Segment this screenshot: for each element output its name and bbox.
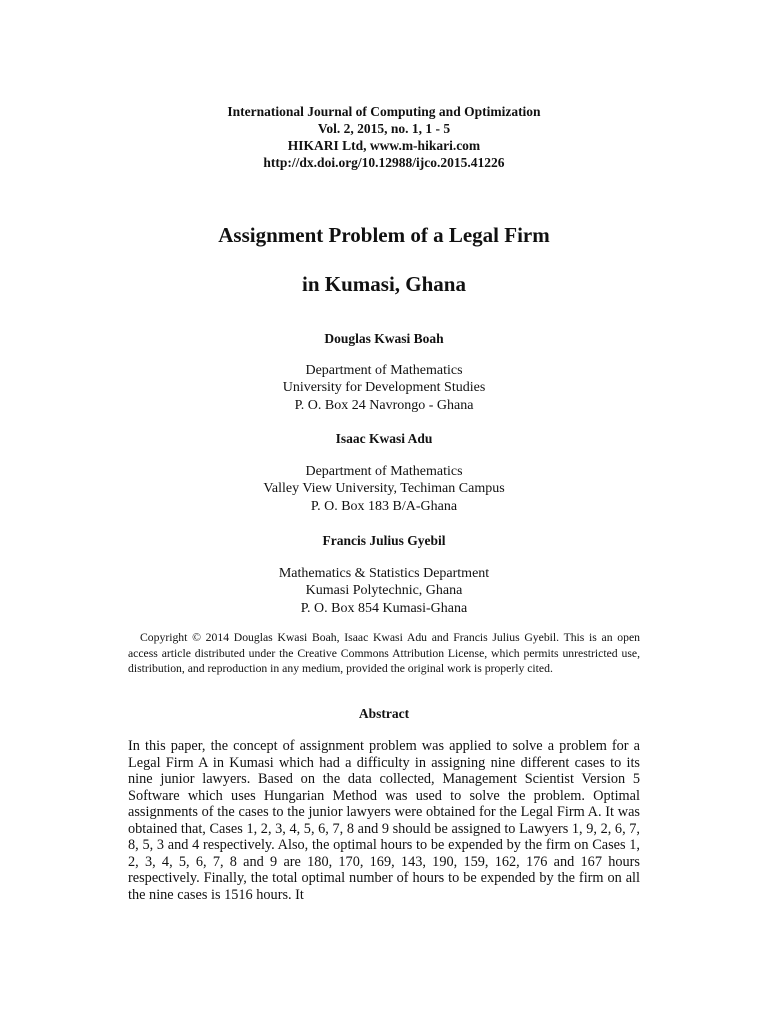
affiliation-line: Department of Mathematics [305, 363, 463, 378]
author-name: Francis Julius Gyebil [322, 533, 446, 548]
affiliation-line: Valley View University, Techiman Campus [263, 481, 505, 497]
author-name: Isaac Kwasi Adu [335, 431, 433, 446]
author-affiliation [0, 463, 768, 515]
abstract-text: In this paper, the concept of assignment problem was applied to solve a problem for a Legal Firm A in Kumasi which had a difficulty in assigning nine different cases to its nine junior lawyers. Based on the data collected, Management Scientist Version 5 Software which uses Hungarian Method was used to solve the problem. Optimal assignments of the cases to the junior lawyers were obtained for the Legal Firm A. It was obtained that, Cases 1, 2, 3, 4, 5, 6, 7, 8 and 9 should be assigned to Lawyers 1, 9, 2, 6, 7, 8, 5, 3 and 4 respectively. Also, the optimal hours to be expended by the firm on Cases 1, 2, 3, 4, 5, 6, 7, 8 and 9 are 180, 170, 169, 143, 190, 159, 162, 176 and 167 hours respectively. Finally, the total optimal number of hours to be expended by the firm on all the nine cases is 1516 hours. It [128, 738, 640, 903]
copyright-notice: Copyright © 2014 Douglas Kwasi Boah, Isaac Kwasi Adu and Francis Julius Gyebil. This is an open access article distributed under the Creative Commons Attribution License, which permits unrestricted use, distribution, and reproduction in any medium, provided the original work is properly cited. [128, 631, 640, 675]
affiliation-line: P. O. Box 183 B/A-Ghana [310, 498, 458, 514]
affiliation-line: P. O. Box 24 Navrongo - Ghana [294, 397, 474, 413]
paper-title-line-2: in Kumasi, Ghana [302, 272, 466, 296]
affiliation-line: University for Development Studies [282, 380, 486, 396]
author-affiliation [0, 565, 768, 617]
journal-volume: Vol. 2, 2015, no. 1, 1 - 5 [317, 121, 451, 136]
journal-header [0, 103, 768, 171]
paper-title-line-1: Assignment Problem of a Legal Firm [218, 223, 550, 247]
journal-name: International Journal of Computing and Optimization [227, 104, 541, 119]
abstract-heading: Abstract [358, 706, 410, 721]
author-affiliation [0, 362, 768, 414]
affiliation-line: Mathematics & Statistics Department [278, 566, 490, 581]
affiliation-line: P. O. Box 854 Kumasi-Ghana [300, 600, 468, 616]
author-name: Douglas Kwasi Boah [324, 331, 444, 346]
affiliation-line: Kumasi Polytechnic, Ghana [305, 583, 463, 599]
doi-link[interactable]: http://dx.doi.org/10.12988/ijco.2015.41226 [263, 155, 505, 170]
publisher-line: HIKARI Ltd, www.m-hikari.com [287, 138, 481, 153]
affiliation-line: Department of Mathematics [305, 464, 463, 479]
